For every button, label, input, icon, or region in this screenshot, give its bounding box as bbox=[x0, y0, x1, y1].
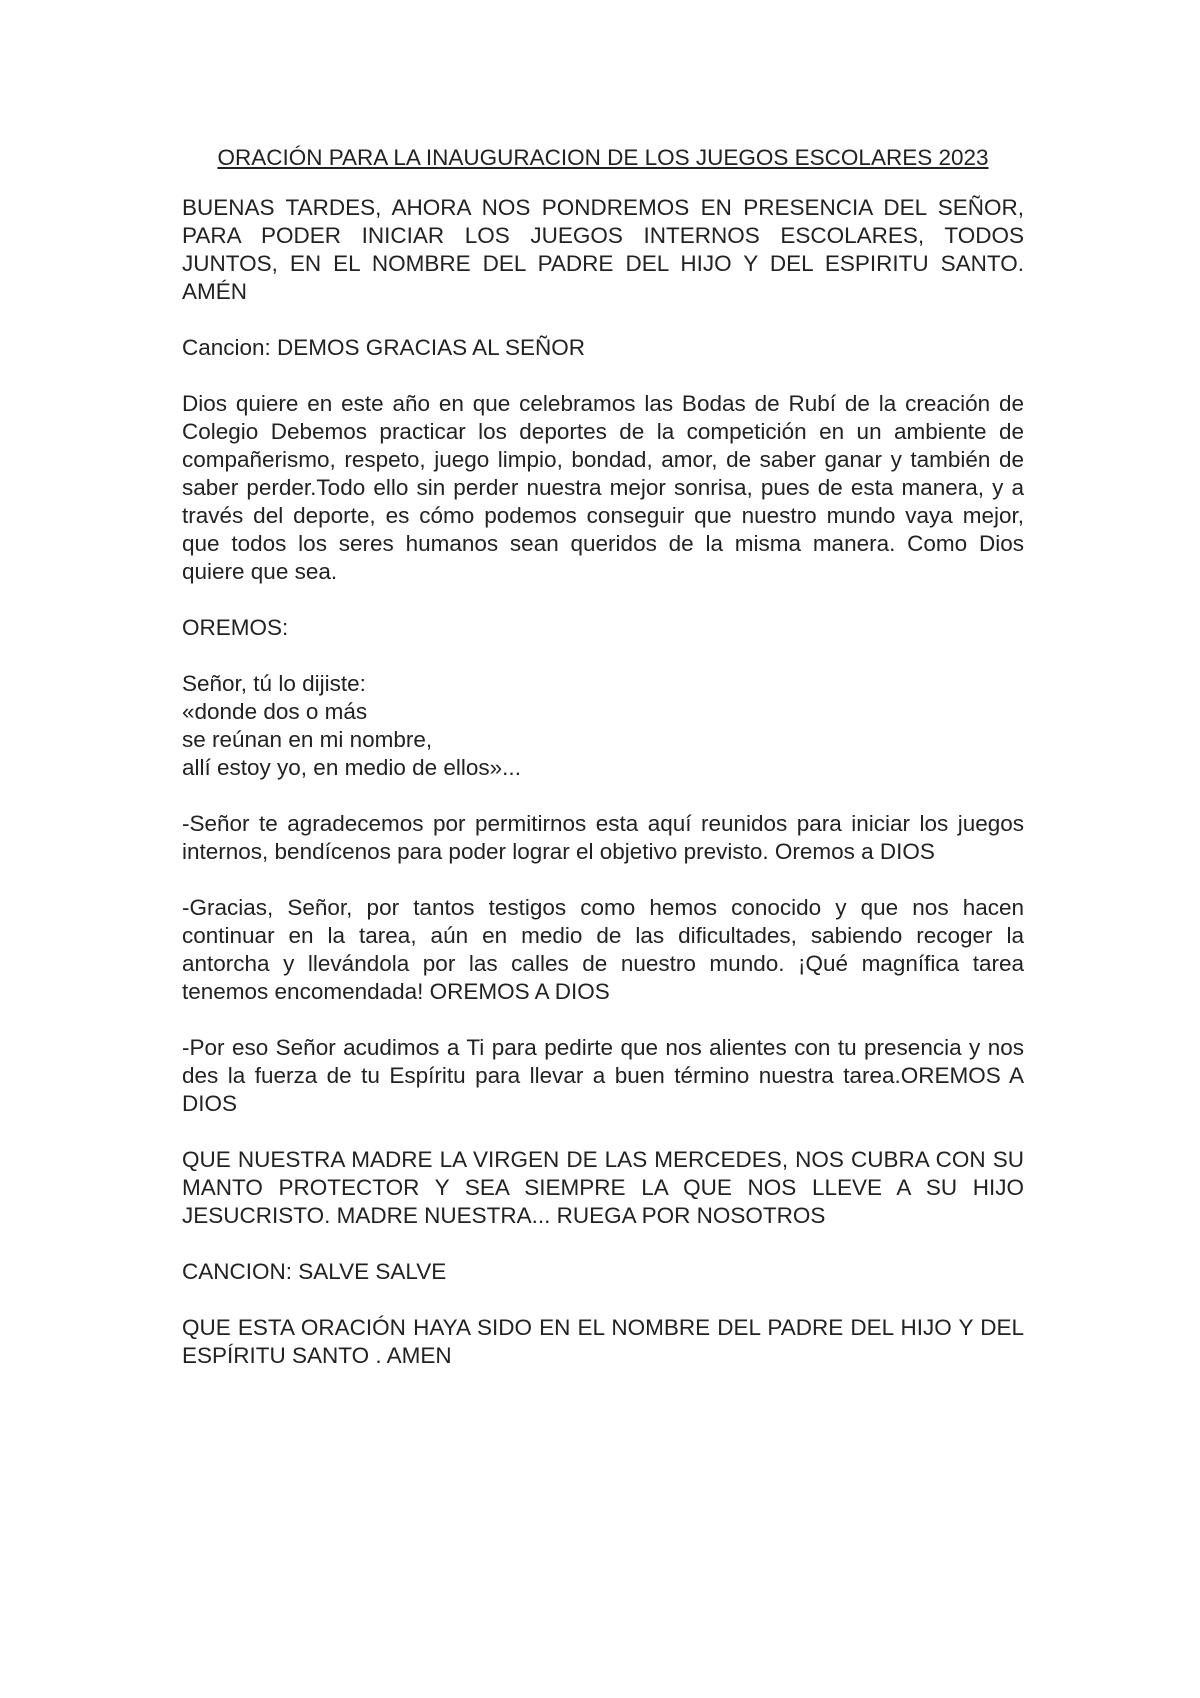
petition-1: -Señor te agradecemos por permitirnos esta aquí reunidos para iniciar los juegos internos, bendícenos para poder lograr el objetivo previsto. Oremos a DIOS bbox=[182, 811, 1024, 864]
document-body bbox=[182, 144, 1024, 1398]
verse-line: se reúnan en mi nombre, bbox=[182, 727, 433, 752]
virgin-paragraph: QUE NUESTRA MADRE LA VIRGEN DE LAS MERCEDES, NOS CUBRA CON SU MANTO PROTECTOR Y SEA SIEMPRE LA QUE NOS LLEVE A SU HIJO JESUCRISTO. MADRE NUESTRA... RUEGA POR NOSOTROS bbox=[182, 1147, 1024, 1228]
oremos-heading: OREMOS: bbox=[182, 615, 289, 640]
verse-line: «donde dos o más bbox=[182, 699, 368, 724]
verse-line: Señor, tú lo dijiste: bbox=[182, 671, 366, 696]
document-title: ORACIÓN PARA LA INAUGURACION DE LOS JUEGOS ESCOLARES 2023 bbox=[217, 145, 989, 170]
song-line-2: CANCION: SALVE SALVE bbox=[182, 1259, 447, 1284]
intro-paragraph: BUENAS TARDES, AHORA NOS PONDREMOS EN PRESENCIA DEL SEÑOR, PARA PODER INICIAR LOS JUEGOS INTERNOS ESCOLARES, TODOS JUNTOS, EN EL NOMBRE DEL PADRE DEL HIJO Y DEL ESPIRITU SANTO. AMÉN bbox=[182, 195, 1024, 304]
closing-paragraph: QUE ESTA ORACIÓN HAYA SIDO EN EL NOMBRE DEL PADRE DEL HIJO Y DEL ESPÍRITU SANTO . AMEN bbox=[182, 1315, 1024, 1368]
petition-3: -Por eso Señor acudimos a Ti para pedirte que nos alientes con tu presencia y nos des la fuerza de tu Espíritu para llevar a buen término nuestra tarea.OREMOS A DIOS bbox=[182, 1035, 1024, 1116]
song-line-1: Cancion: DEMOS GRACIAS AL SEÑOR bbox=[182, 335, 586, 360]
verse-line: allí estoy yo, en medio de ellos»... bbox=[182, 755, 521, 780]
petition-2: -Gracias, Señor, por tantos testigos como hemos conocido y que nos hacen continuar en la tarea, aún en medio de las dificultades, sabiendo recoger la antorcha y llevándola por las calles de nuestro mundo. ¡Qué magnífica tarea tenemos encomendada! OREMOS A DIOS bbox=[182, 895, 1024, 1004]
verse-block bbox=[182, 670, 1024, 782]
reflection-paragraph: Dios quiere en este año en que celebramos las Bodas de Rubí de la creación de Colegio Debemos practicar los deportes de la competición en un ambiente de compañerismo, respeto, juego limpio, bondad, amor, de saber ganar y también de saber perder.Todo ello sin perder nuestra mejor sonrisa, pues de esta manera, y a través del deporte, es cómo podemos conseguir que nuestro mundo vaya mejor, que todos los seres humanos sean queridos de la misma manera. Como Dios quiere que sea. bbox=[182, 391, 1024, 584]
